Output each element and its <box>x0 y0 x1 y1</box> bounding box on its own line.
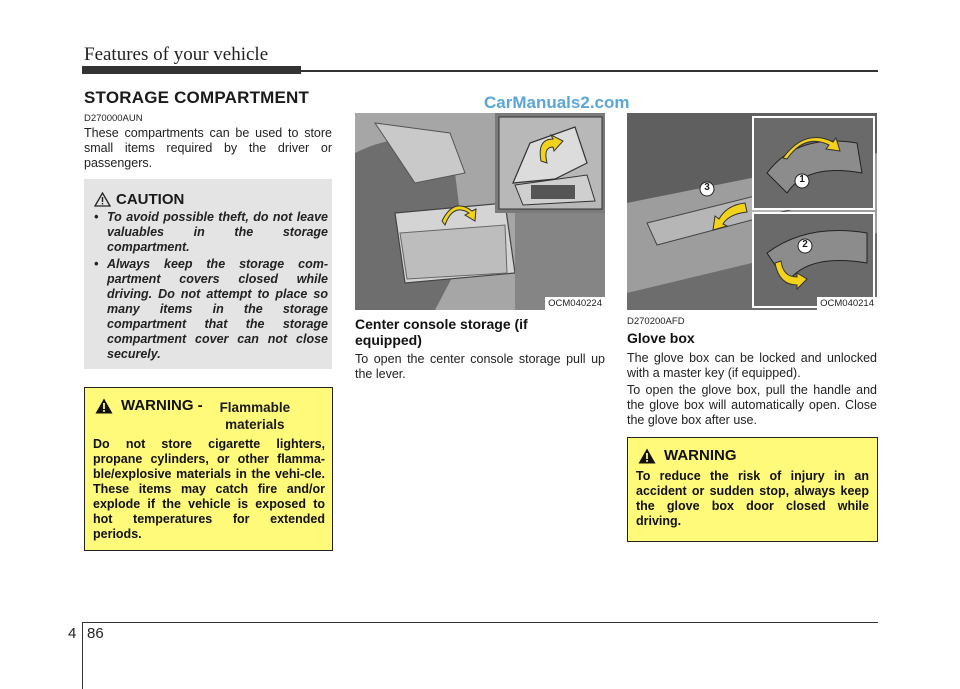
warning-flammable-title: WARNING - <box>121 397 207 414</box>
center-console-photo <box>355 113 605 310</box>
warning-flammable-text: Do not store cigarette lighters, propane cylinders, or other flamma-ble/explosive materials in the vehi-cle. These items may catch fire and/or explode if the vehicle is exposed to hot temperatures for extended periods. <box>93 437 325 541</box>
chapter-number: 4 <box>68 625 77 642</box>
warning-glove-box <box>627 437 878 542</box>
center-console-illustration <box>355 113 605 310</box>
glove-box-text-1: The glove box can be locked and unlocked with a master key (if equipped). <box>627 351 877 380</box>
glove-box-title: Glove box <box>627 330 695 346</box>
caution-item: • Always keep the storage com-partment covers closed while driving. Do not attempt to place so many items in the storage compartment that the storage compartment cover can not close securely. <box>94 257 328 361</box>
glove-box-text-2: To open the glove box, pull the handle and the glove box will automatically open. Close the glove box after use. <box>627 383 877 427</box>
center-console-title: Center console storage (if equipped) <box>355 316 528 348</box>
callout-1: 1 <box>799 174 805 185</box>
callout-2: 2 <box>802 239 808 250</box>
caution-triangle-icon <box>94 192 111 207</box>
center-console-text: To open the center console storage pull up the lever. <box>355 352 605 381</box>
intro-text: These compartments can be used to store small items required by the driver or passengers. <box>84 126 332 170</box>
center-console-image-code: OCM040224 <box>545 297 605 310</box>
caution-item-text: Always keep the storage com-partment covers closed while driving. Do not attempt to place so many items in the storage compartment that the storage compartment cover can not close securely. <box>107 257 328 361</box>
warning-flammable-box <box>84 387 333 551</box>
page-header-title: Features of your vehicle <box>84 44 269 65</box>
page-number: 86 <box>87 625 104 642</box>
glove-box-code: D270200AFD <box>627 316 685 327</box>
warning-flammable-subtitle: Flammable materials <box>219 400 291 432</box>
caution-item: • To avoid possible theft, do not leave valuables in the storage compartment. <box>94 210 328 254</box>
caution-list <box>92 210 328 364</box>
footer-rule <box>82 622 878 623</box>
glove-box-photo <box>627 113 877 310</box>
warning-triangle-icon <box>638 448 656 464</box>
caution-box <box>84 179 332 369</box>
intro-code: D270000AUN <box>84 113 143 124</box>
callout-3: 3 <box>704 182 710 193</box>
footer-divider <box>82 622 83 689</box>
section-title: STORAGE COMPARTMENT <box>84 88 310 107</box>
caution-title: CAUTION <box>116 191 185 208</box>
warning-triangle-icon <box>95 398 113 414</box>
header-rule-thin <box>301 70 878 72</box>
warning-glove-title: WARNING <box>664 447 737 464</box>
glove-box-image-code: OCM040214 <box>817 297 877 310</box>
watermark: CarManuals2.com <box>484 93 630 112</box>
warning-glove-text: To reduce the risk of injury in an accident or sudden stop, always keep the glove box door closed while driving. <box>636 469 869 528</box>
caution-item-text: To avoid possible theft, do not leave valuables in the storage compartment. <box>107 210 328 254</box>
header-rule-thick <box>82 66 301 74</box>
glove-box-illustration <box>627 113 877 310</box>
